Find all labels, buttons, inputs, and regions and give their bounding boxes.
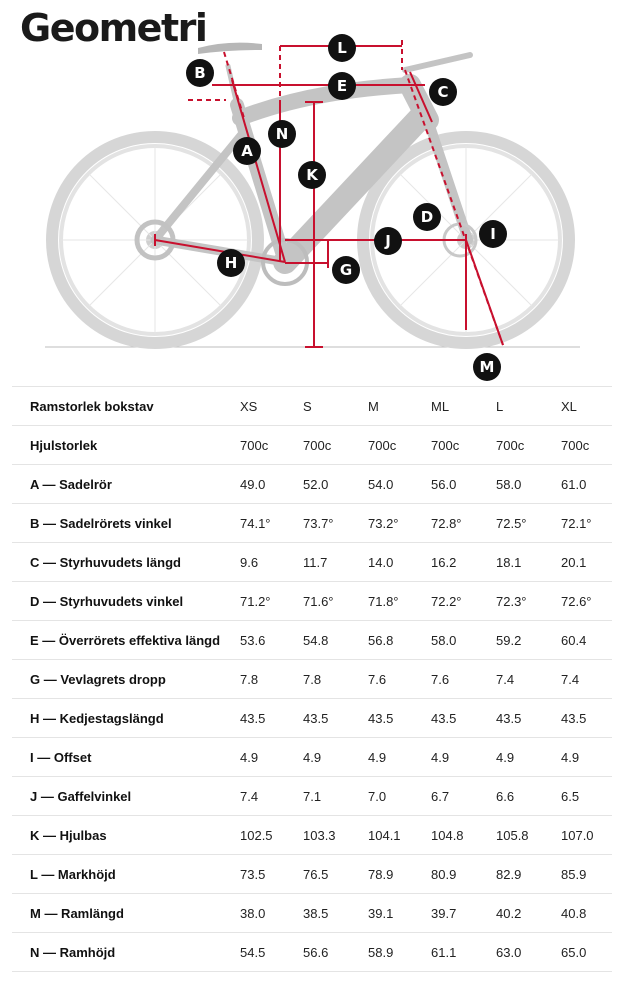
- table-cell: 16.2: [431, 543, 496, 582]
- table-cell: 107.0: [561, 816, 612, 855]
- table-cell: 65.0: [561, 933, 612, 972]
- table-cell: 43.5: [496, 699, 561, 738]
- table-cell: 71.6°: [303, 582, 368, 621]
- table-row: [12, 816, 612, 855]
- saddle: [198, 43, 262, 54]
- table-cell: 59.2: [496, 621, 561, 660]
- badge-h: [217, 249, 245, 277]
- table-cell: 72.6°: [561, 582, 612, 621]
- badge-b: [186, 59, 214, 87]
- table-cell: 63.0: [496, 933, 561, 972]
- row-label: J — Gaffelvinkel: [12, 777, 240, 816]
- table-row: [12, 933, 612, 972]
- size-header: XL: [561, 387, 612, 426]
- table-cell: 700c: [431, 426, 496, 465]
- badge-g: [332, 256, 360, 284]
- table-cell: 4.9: [431, 738, 496, 777]
- table-cell: 700c: [240, 426, 303, 465]
- svg-text:H: H: [224, 254, 238, 272]
- svg-text:B: B: [194, 64, 206, 82]
- badge-n: [268, 120, 296, 148]
- table-row: [12, 426, 612, 465]
- badge-i: [479, 220, 507, 248]
- table-cell: 40.2: [496, 894, 561, 933]
- svg-text:A: A: [241, 142, 253, 160]
- table-cell: 56.0: [431, 465, 496, 504]
- badge-c: [429, 78, 457, 106]
- header-label: Ramstorlek bokstav: [12, 387, 240, 426]
- row-label: E — Överrörets effektiva längd: [12, 621, 240, 660]
- geometry-table: [12, 386, 612, 972]
- table-row: [12, 777, 612, 816]
- table-cell: 52.0: [303, 465, 368, 504]
- table-row: [12, 582, 612, 621]
- table-cell: 104.1: [368, 816, 431, 855]
- svg-text:G: G: [339, 261, 353, 279]
- table-cell: 7.1: [303, 777, 368, 816]
- table-cell: 40.8: [561, 894, 612, 933]
- table-cell: 49.0: [240, 465, 303, 504]
- table-row: [12, 894, 612, 933]
- table-cell: 11.7: [303, 543, 368, 582]
- table-cell: 76.5: [303, 855, 368, 894]
- table-cell: 72.5°: [496, 504, 561, 543]
- table-cell: 72.2°: [431, 582, 496, 621]
- table-cell: 82.9: [496, 855, 561, 894]
- badge-j: [473, 353, 501, 381]
- table-cell: 38.5: [303, 894, 368, 933]
- table-cell: 9.6: [240, 543, 303, 582]
- table-cell: 60.4: [561, 621, 612, 660]
- size-header: XS: [240, 387, 303, 426]
- table-cell: 7.6: [368, 660, 431, 699]
- table-cell: 73.5: [240, 855, 303, 894]
- page-title: Geometri: [20, 6, 207, 50]
- table-cell: 7.0: [368, 777, 431, 816]
- table-cell: 4.9: [303, 738, 368, 777]
- table-cell: 85.9: [561, 855, 612, 894]
- table-cell: 6.6: [496, 777, 561, 816]
- row-label: C — Styrhuvudets längd: [12, 543, 240, 582]
- badge-e: [328, 72, 356, 100]
- table-cell: 7.4: [496, 660, 561, 699]
- table-cell: 43.5: [368, 699, 431, 738]
- table-cell: 700c: [496, 426, 561, 465]
- size-header: ML: [431, 387, 496, 426]
- bike-geometry-diagram: [0, 0, 623, 385]
- table-cell: 43.5: [561, 699, 612, 738]
- table-cell: 53.6: [240, 621, 303, 660]
- svg-text:N: N: [275, 125, 289, 143]
- table-cell: 14.0: [368, 543, 431, 582]
- table-cell: 103.3: [303, 816, 368, 855]
- table-cell: 7.6: [431, 660, 496, 699]
- table-header-row: [12, 387, 612, 426]
- table-cell: 58.0: [431, 621, 496, 660]
- row-label: M — Ramlängd: [12, 894, 240, 933]
- table-row: [12, 660, 612, 699]
- table-cell: 700c: [368, 426, 431, 465]
- table-cell: 72.1°: [561, 504, 612, 543]
- table-cell: 71.8°: [368, 582, 431, 621]
- svg-text:J: J: [385, 232, 391, 250]
- table-cell: 4.9: [496, 738, 561, 777]
- table-cell: 4.9: [240, 738, 303, 777]
- row-label: L — Markhöjd: [12, 855, 240, 894]
- table-cell: 700c: [303, 426, 368, 465]
- table-cell: 71.2°: [240, 582, 303, 621]
- row-label: A — Sadelrör: [12, 465, 240, 504]
- table-cell: 72.8°: [431, 504, 496, 543]
- table-cell: 72.3°: [496, 582, 561, 621]
- table-cell: 6.5: [561, 777, 612, 816]
- table-cell: 700c: [561, 426, 612, 465]
- size-header: M: [368, 387, 431, 426]
- table-cell: 7.8: [303, 660, 368, 699]
- row-label: K — Hjulbas: [12, 816, 240, 855]
- svg-text:K: K: [306, 166, 318, 184]
- svg-text:L: L: [337, 39, 347, 57]
- table-cell: 61.0: [561, 465, 612, 504]
- row-label: H — Kedjestagslängd: [12, 699, 240, 738]
- table-cell: 80.9: [431, 855, 496, 894]
- row-label: B — Sadelrörets vinkel: [12, 504, 240, 543]
- table-row: [12, 504, 612, 543]
- table-cell: 54.5: [240, 933, 303, 972]
- table-cell: 56.8: [368, 621, 431, 660]
- table-cell: 78.9: [368, 855, 431, 894]
- svg-text:I: I: [490, 225, 496, 243]
- table-cell: 58.9: [368, 933, 431, 972]
- svg-text:E: E: [336, 77, 348, 95]
- table-cell: 38.0: [240, 894, 303, 933]
- row-label: I — Offset: [12, 738, 240, 777]
- row-label: Hjulstorlek: [12, 426, 240, 465]
- table-cell: 43.5: [431, 699, 496, 738]
- svg-text:M: M: [479, 358, 495, 376]
- table-cell: 54.0: [368, 465, 431, 504]
- table-cell: 74.1°: [240, 504, 303, 543]
- svg-text:D: D: [420, 208, 434, 226]
- table-cell: 7.4: [240, 777, 303, 816]
- row-label: N — Ramhöjd: [12, 933, 240, 972]
- table-cell: 18.1: [496, 543, 561, 582]
- table-cell: 73.2°: [368, 504, 431, 543]
- table-cell: 43.5: [303, 699, 368, 738]
- table-cell: 20.1: [561, 543, 612, 582]
- table-cell: 39.7: [431, 894, 496, 933]
- badge-l: [298, 161, 326, 189]
- table-cell: 43.5: [240, 699, 303, 738]
- table-row: [12, 621, 612, 660]
- badge-k: [374, 227, 402, 255]
- table-row: [12, 465, 612, 504]
- size-header: L: [496, 387, 561, 426]
- table-cell: 61.1: [431, 933, 496, 972]
- table-cell: 39.1: [368, 894, 431, 933]
- table-row: [12, 855, 612, 894]
- badge-d: [413, 203, 441, 231]
- size-header: S: [303, 387, 368, 426]
- badge-m: [328, 34, 356, 62]
- row-label: G — Vevlagrets dropp: [12, 660, 240, 699]
- table-row: [12, 699, 612, 738]
- table-cell: 73.7°: [303, 504, 368, 543]
- table-cell: 58.0: [496, 465, 561, 504]
- table-cell: 104.8: [431, 816, 496, 855]
- row-label: D — Styrhuvudets vinkel: [12, 582, 240, 621]
- table-cell: 54.8: [303, 621, 368, 660]
- table-cell: 105.8: [496, 816, 561, 855]
- table-cell: 7.4: [561, 660, 612, 699]
- table-cell: 4.9: [368, 738, 431, 777]
- table-row: [12, 738, 612, 777]
- table-cell: 6.7: [431, 777, 496, 816]
- table-cell: 4.9: [561, 738, 612, 777]
- table-row: [12, 543, 612, 582]
- svg-text:C: C: [437, 83, 449, 101]
- table-cell: 7.8: [240, 660, 303, 699]
- table-cell: 56.6: [303, 933, 368, 972]
- badge-a: [233, 137, 261, 165]
- table-cell: 102.5: [240, 816, 303, 855]
